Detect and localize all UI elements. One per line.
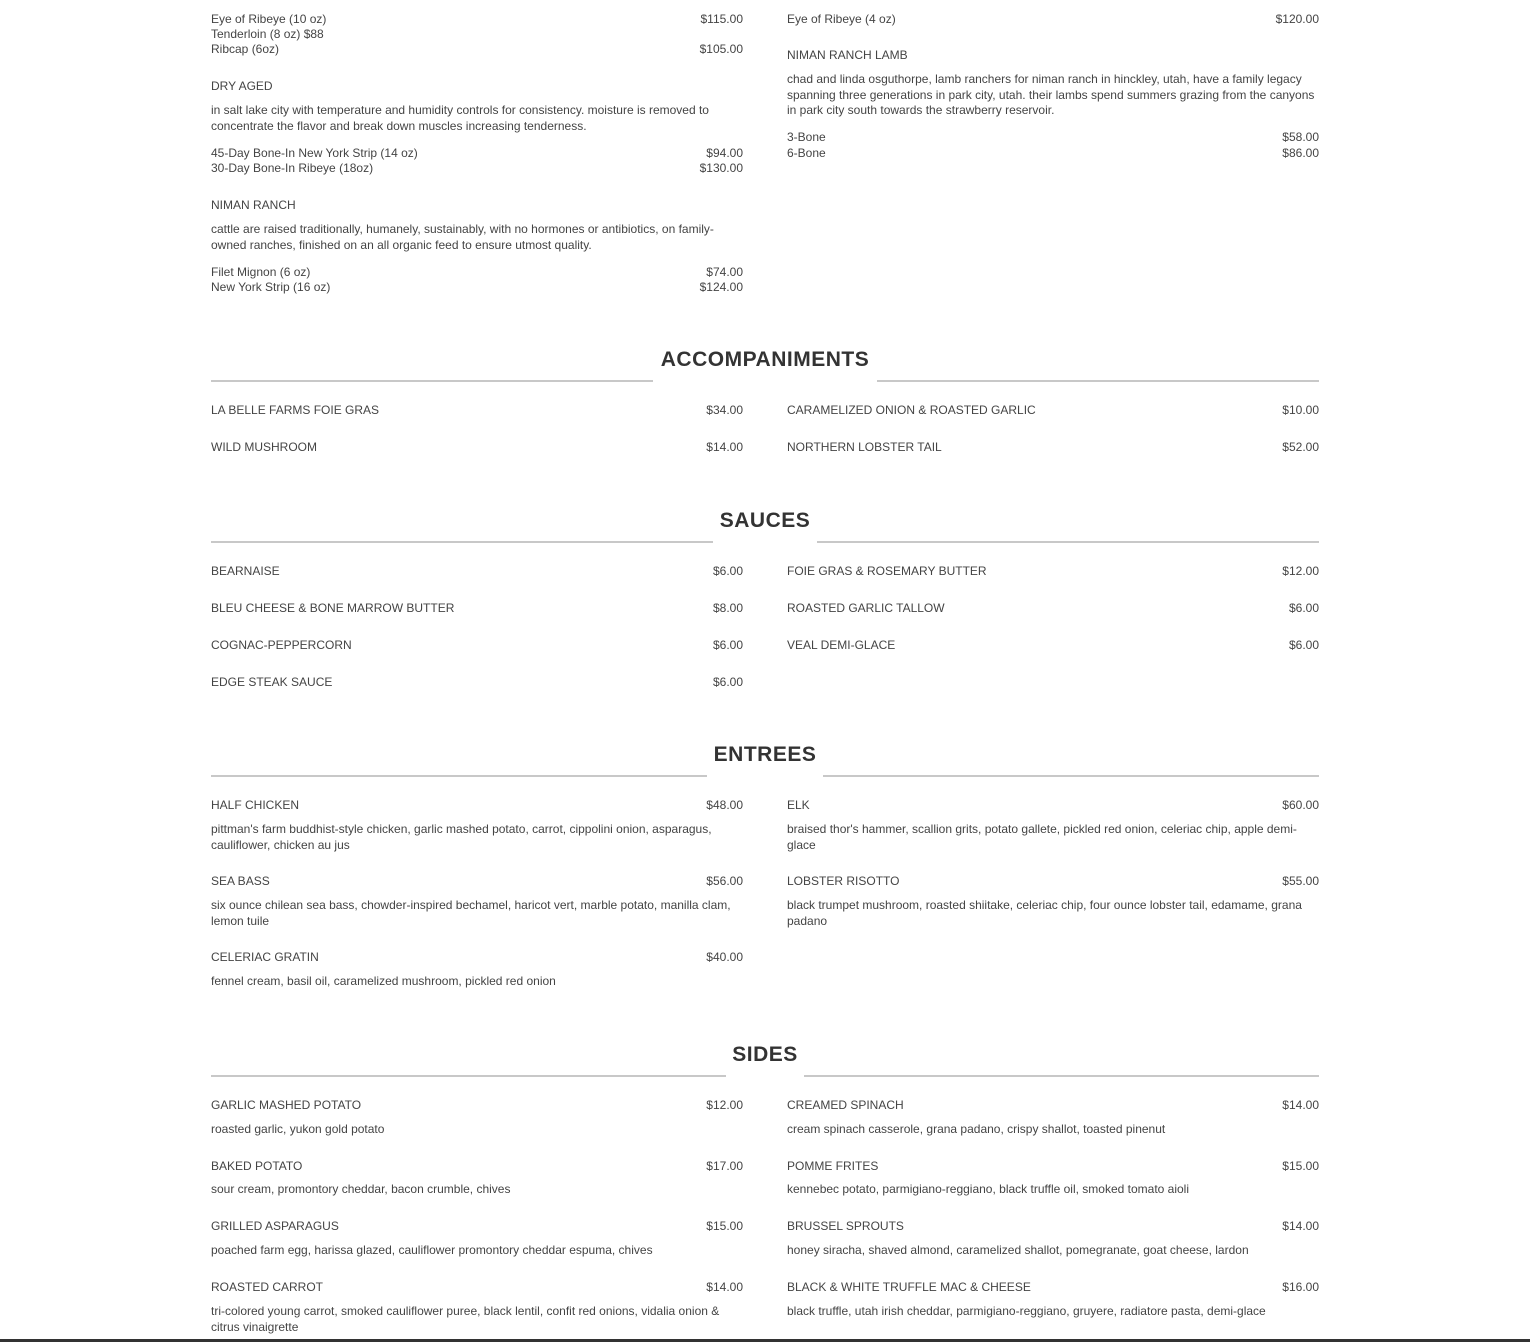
menu-item-price: $58.00: [1282, 130, 1319, 144]
menu-item-name: BAKED POTATO: [211, 1159, 303, 1173]
menu-item-name: New York Strip (16 oz): [211, 280, 331, 294]
menu-item-price: $6.00: [712, 675, 743, 689]
menu-item-name: CARAMELIZED ONION & ROASTED GARLIC: [787, 403, 1036, 417]
section-rule: [211, 1075, 726, 1077]
menu-item-price: $12.00: [1282, 564, 1319, 578]
niman-ranch-heading: NIMAN RANCH: [211, 198, 296, 212]
dry-aged-description: in salt lake city with temperature and humidity controls for consistency. moisture is removed to concentrate the flavor and break down muscles increasing tenderness.: [211, 103, 709, 133]
menu-item-name: 3-Bone: [787, 130, 826, 144]
menu-item-name: 30-Day Bone-In Ribeye (18oz): [211, 161, 374, 175]
menu-item-name: LA BELLE FARMS FOIE GRAS: [211, 403, 380, 417]
menu-item-description: black trumpet mushroom, roasted shiitake, celeriac chip, four ounce lobster tail, edamame, grana padano: [787, 898, 1302, 928]
menu-item-name: BLEU CHEESE & BONE MARROW BUTTER: [211, 601, 455, 615]
cut-off-rule-left: [211, 0, 441, 2]
section-rule: [804, 1075, 1319, 1077]
section-rule: [817, 541, 1319, 543]
menu-item-description: poached farm egg, harissa glazed, cauliflower promontory cheddar espuma, chives: [211, 1243, 653, 1257]
menu-item-name: VEAL DEMI-GLACE: [787, 638, 896, 652]
menu-item-description: pittman's farm buddhist-style chicken, garlic mashed potato, carrot, cippolini onion, asparagus, cauliflower, chicken au jus: [211, 822, 712, 852]
menu-item-name: Ribcap (6oz): [211, 42, 280, 56]
menu-item-name: ROASTED CARROT: [211, 1280, 324, 1294]
menu-item-price: $60.00: [1282, 798, 1319, 812]
menu-item-name: 45-Day Bone-In New York Strip (14 oz): [211, 146, 418, 160]
section-rule: [823, 775, 1319, 777]
menu-item-description: sour cream, promontory cheddar, bacon crumble, chives: [211, 1182, 511, 1196]
menu-item-name: CELERIAC GRATIN: [211, 950, 319, 964]
menu-item-name: Eye of Ribeye (10 oz): [211, 12, 327, 26]
menu-item-price: $15.00: [706, 1219, 743, 1233]
menu-item-price: $6.00: [1288, 601, 1319, 615]
menu-item-price: $14.00: [706, 440, 743, 454]
menu-item-name: BRUSSEL SPROUTS: [787, 1219, 904, 1233]
menu-item-price: $14.00: [1282, 1219, 1319, 1233]
menu-item-name: ELK: [787, 798, 810, 812]
menu-item-name: GRILLED ASPARAGUS: [211, 1219, 339, 1233]
menu-item-description: six ounce chilean sea bass, chowder-inspired bechamel, haricot vert, marble potato, manilla clam, lemon tuile: [211, 898, 731, 928]
section-title-accompaniments: ACCOMPANIMENTS: [660, 348, 870, 371]
menu-item-description: braised thor's hammer, scallion grits, potato gallete, pickled red onion, celeriac chip, apple demi-glace: [787, 822, 1297, 852]
menu-item-name: FOIE GRAS & ROSEMARY BUTTER: [787, 564, 987, 578]
lamb-heading: NIMAN RANCH LAMB: [787, 48, 908, 62]
menu-item-description: kennebec potato, parmigiano-reggiano, black truffle oil, smoked tomato aioli: [787, 1182, 1190, 1196]
menu-item-name: ROASTED GARLIC TALLOW: [787, 601, 945, 615]
menu-item-price: $14.00: [1282, 1098, 1319, 1112]
menu-item-price: $55.00: [1282, 874, 1319, 888]
menu-item-description: roasted garlic, yukon gold potato: [211, 1122, 385, 1136]
menu-item-price: $86.00: [1282, 146, 1319, 160]
menu-item-price: $16.00: [1282, 1280, 1319, 1294]
menu-item-name: SEA BASS: [211, 874, 270, 888]
menu-item-price: $105.00: [699, 42, 743, 56]
menu-item-name: BLACK & WHITE TRUFFLE MAC & CHEESE: [787, 1280, 1031, 1294]
menu-item-price: $17.00: [706, 1159, 743, 1173]
menu-item-price: $6.00: [712, 638, 743, 652]
menu-item-price: $10.00: [1282, 403, 1319, 417]
menu-item-price: $14.00: [706, 1280, 743, 1294]
cut-off-rule-right: [877, 0, 1113, 2]
menu-item-name: 6-Bone: [787, 146, 826, 160]
section-title-sauces: SAUCES: [719, 509, 811, 532]
menu-item-name: Eye of Ribeye (4 oz): [787, 12, 896, 26]
menu-item-name: BEARNAISE: [211, 564, 280, 578]
menu-item-name: COGNAC-PEPPERCORN: [211, 638, 352, 652]
lamb-description: chad and linda osguthorpe, lamb ranchers for niman ranch in hinckley, utah, have a family legacy spanning three generations in park city, utah. their lambs spend summers grazing from the canyons in park city south towards the strawberry reservoir.: [787, 72, 1315, 117]
menu-item-price: $94.00: [706, 146, 743, 160]
menu-item-description: honey siracha, shaved almond, caramelized shallot, pomegranate, goat cheese, lardon: [787, 1243, 1249, 1257]
menu-item-price: $6.00: [1288, 638, 1319, 652]
menu-item-name: NORTHERN LOBSTER TAIL: [787, 440, 942, 454]
menu-item-name: HALF CHICKEN: [211, 798, 300, 812]
menu-item-name: WILD MUSHROOM: [211, 440, 317, 454]
menu-item-price: $40.00: [706, 950, 743, 964]
menu-item-price: $56.00: [706, 874, 743, 888]
menu-item-price: $12.00: [706, 1098, 743, 1112]
menu-item-price: $15.00: [1282, 1159, 1319, 1173]
menu-item-price: $6.00: [712, 564, 743, 578]
section-rule: [211, 775, 707, 777]
dry-aged-heading: DRY AGED: [211, 79, 273, 93]
menu-item-price: $48.00: [706, 798, 743, 812]
menu-item-price: $120.00: [1275, 12, 1319, 26]
menu-item-name: CREAMED SPINACH: [787, 1098, 904, 1112]
menu-item-name: Tenderloin (8 oz) $88: [211, 27, 324, 41]
menu-item-price: $74.00: [706, 265, 743, 279]
menu-item-description: black truffle, utah irish cheddar, parmigiano-reggiano, gruyere, radiatore pasta, demi-glace: [787, 1304, 1266, 1318]
section-title-entrees: ENTREES: [713, 743, 817, 766]
menu-item-price: $124.00: [699, 280, 743, 294]
menu-item-description: fennel cream, basil oil, caramelized mushroom, pickled red onion: [211, 974, 556, 988]
menu-item-description: tri-colored young carrot, smoked cauliflower puree, black lentil, confit red onions, vidalia onion & citrus vinaigrette: [211, 1304, 720, 1334]
menu-item-name: LOBSTER RISOTTO: [787, 874, 900, 888]
menu-item-price: $8.00: [712, 601, 743, 615]
menu-item-price: $115.00: [700, 12, 743, 26]
menu-item-name: GARLIC MASHED POTATO: [211, 1098, 362, 1112]
menu-item-name: EDGE STEAK SAUCE: [211, 675, 333, 689]
menu-item-name: POMME FRITES: [787, 1159, 879, 1173]
section-title-sides: SIDES: [732, 1043, 798, 1066]
section-rule: [211, 380, 653, 382]
menu-item-description: cream spinach casserole, grana padano, crispy shallot, toasted pinenut: [787, 1122, 1166, 1136]
menu-item-price: $34.00: [706, 403, 743, 417]
niman-ranch-description: cattle are raised traditionally, humanely, sustainably, with no hormones or antibiotics, on family-owned ranches, finished on an all organic feed to ensure utmost quality.: [211, 222, 714, 252]
menu-item-name: Filet Mignon (6 oz): [211, 265, 311, 279]
menu-item-price: $130.00: [699, 161, 743, 175]
menu-item-price: $52.00: [1282, 440, 1319, 454]
section-rule: [211, 541, 713, 543]
section-rule: [877, 380, 1319, 382]
